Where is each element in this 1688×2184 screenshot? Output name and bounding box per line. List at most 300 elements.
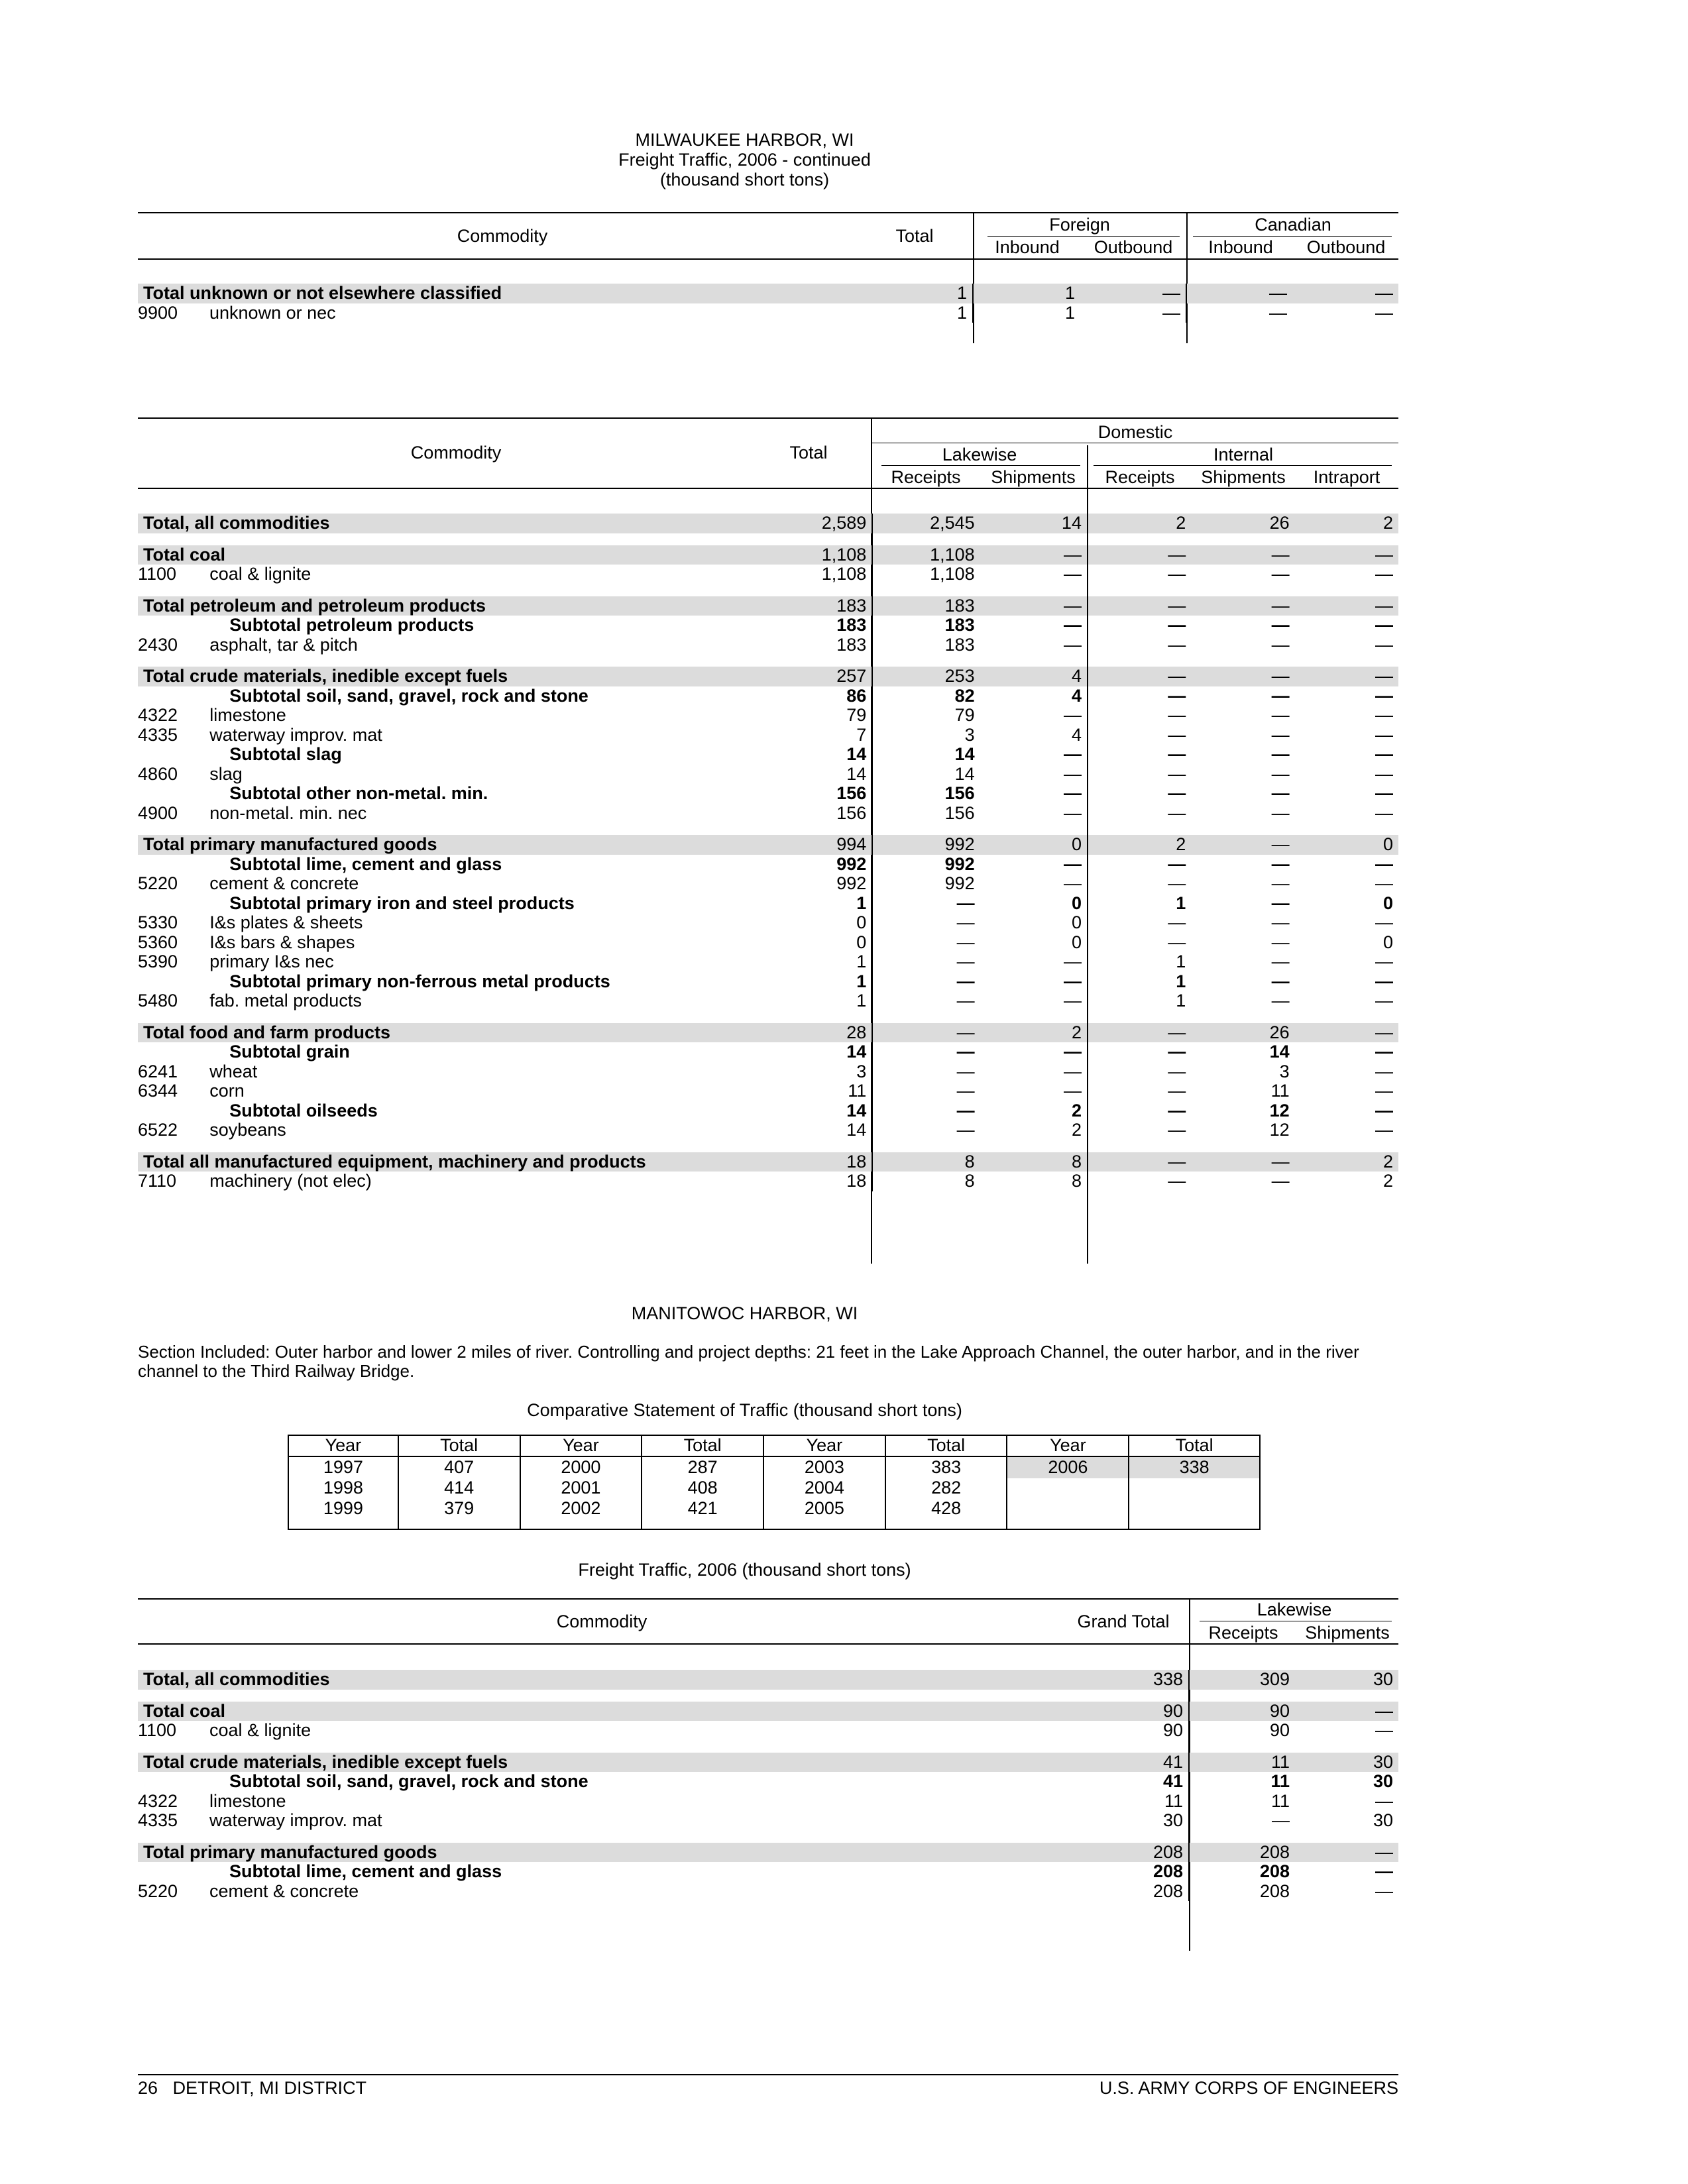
year-value: 1997 <box>323 1457 363 1477</box>
value-cell: — <box>1271 893 1290 913</box>
commodity-code <box>138 745 204 765</box>
value-cell: 253 <box>872 667 980 686</box>
value-cell: 2 <box>980 1023 1088 1043</box>
value-cell: 11 <box>769 1081 872 1101</box>
total-value: 338 <box>1179 1457 1210 1477</box>
value-cell: — <box>1295 545 1398 565</box>
value-cell: 183 <box>944 634 975 655</box>
total-value: 383 <box>931 1457 962 1477</box>
value-cell: 8 <box>980 1172 1088 1191</box>
value-cell: — <box>1375 952 1393 971</box>
value-cell: 0 <box>1382 893 1393 913</box>
value-cell: 183 <box>944 615 975 635</box>
value-cell: — <box>1375 1081 1393 1101</box>
value-cell: 90 <box>1083 1721 1189 1741</box>
commodity-label: Subtotal grain <box>229 1042 350 1062</box>
value-cell: 3 <box>1279 1061 1290 1081</box>
commodity-label: slag <box>209 763 243 784</box>
total-row <box>138 1670 1398 1690</box>
commodity-label: Total food and farm products <box>138 1023 769 1043</box>
year-value: 2003 <box>804 1457 844 1477</box>
commodity-code: 7110 <box>138 1171 177 1191</box>
commodity-code <box>138 784 204 804</box>
value-cell: — <box>1271 783 1290 803</box>
subtotal-row <box>138 784 1398 804</box>
value-cell: 309 <box>1189 1670 1295 1690</box>
value-cell: 14 <box>980 514 1088 533</box>
value-cell: — <box>1271 932 1290 952</box>
value-cell: — <box>1191 667 1294 686</box>
commodity-label: Subtotal other non-metal. min. <box>229 783 488 803</box>
table-row <box>138 1811 1398 1831</box>
value-cell: — <box>1269 302 1287 323</box>
commodity-label: Total, all commodities <box>138 1670 1083 1690</box>
value-cell: — <box>1191 835 1294 855</box>
total-value: 414 <box>444 1478 475 1498</box>
value-cell: 1 <box>769 991 872 1011</box>
total-value: 379 <box>444 1498 475 1518</box>
commodity-label: Subtotal petroleum products <box>229 615 475 635</box>
table-row <box>138 1172 1398 1191</box>
value-cell: 992 <box>944 873 975 893</box>
value-cell: 82 <box>954 685 975 706</box>
value-cell: 4 <box>980 686 1088 706</box>
commodity-label: Total primary manufactured goods <box>138 835 769 855</box>
value-cell: — <box>1271 763 1290 784</box>
commodity-code: 4335 <box>138 724 178 745</box>
value-cell: — <box>1168 1171 1186 1191</box>
value-cell: 1 <box>1176 991 1186 1010</box>
col-header-lakewise: Lakewise <box>942 445 1017 464</box>
value-cell: 11 <box>1270 1790 1290 1811</box>
table-row <box>138 1062 1398 1082</box>
foreign-underline <box>987 236 1180 237</box>
row-spacer <box>138 655 1398 667</box>
value-cell: — <box>980 952 1088 972</box>
commodity-label: Total all manufactured equipment, machinery and products <box>138 1152 769 1172</box>
value-cell: 1 <box>1176 971 1186 991</box>
value-cell: — <box>980 635 1088 655</box>
commodity-label: Subtotal soil, sand, gravel, rock and stone <box>229 685 589 706</box>
subtotal-row <box>138 745 1398 765</box>
col-divider <box>973 213 974 343</box>
commodity-code: 5220 <box>138 873 178 893</box>
value-cell: — <box>956 1061 975 1081</box>
value-cell: 90 <box>1269 1720 1290 1740</box>
comparative-table <box>288 1435 1261 1530</box>
comparative-header: Total <box>398 1435 520 1456</box>
value-cell: — <box>1168 912 1186 932</box>
col-header-domestic: Domestic <box>1097 422 1173 442</box>
value-cell: — <box>1271 912 1290 932</box>
value-cell: 26 <box>1191 514 1294 533</box>
commodity-code: 5330 <box>138 912 178 932</box>
value-cell: 11 <box>1270 1081 1290 1101</box>
subtotal-row <box>138 616 1398 635</box>
col-header-total: Total <box>895 226 934 246</box>
value-cell: — <box>980 991 1088 1011</box>
value-cell: 3 <box>964 724 975 745</box>
value-cell: 8 <box>872 1152 980 1172</box>
value-cell: 2 <box>1295 514 1398 533</box>
commodity-code <box>138 972 204 992</box>
table-row <box>138 913 1398 933</box>
comparative-header: Total <box>642 1435 763 1456</box>
value-cell: — <box>1191 545 1294 565</box>
value-cell: 79 <box>954 705 975 725</box>
total-row <box>138 514 1398 533</box>
value-cell: — <box>980 765 1088 785</box>
table-row <box>138 1120 1398 1140</box>
value-cell: 992 <box>944 853 975 874</box>
value-cell: — <box>1375 873 1393 893</box>
value-cell: 30 <box>1373 1810 1393 1830</box>
total-row <box>138 284 1398 303</box>
col-header-shipments: Shipments <box>1305 1623 1390 1643</box>
value-cell: — <box>1375 1061 1393 1081</box>
value-cell: 156 <box>944 783 975 803</box>
value-cell: — <box>1375 615 1393 635</box>
subtotal-row <box>138 1042 1398 1062</box>
value-cell: — <box>1375 1120 1393 1140</box>
value-cell: — <box>1295 1843 1398 1863</box>
footer-left <box>138 2078 366 2099</box>
commodity-code <box>138 616 204 635</box>
commodity-code: 1100 <box>138 1720 177 1740</box>
commodity-label: cement & concrete <box>209 1881 359 1901</box>
value-cell: 11 <box>1083 1792 1189 1812</box>
value-cell: — <box>872 1023 980 1043</box>
value-cell: 208 <box>1259 1861 1290 1881</box>
value-cell: 11 <box>1189 1753 1295 1773</box>
row-spacer <box>138 533 1398 545</box>
commodity-code: 5360 <box>138 932 178 952</box>
value-cell: — <box>980 596 1088 616</box>
commodity-code: 5390 <box>138 952 178 971</box>
commodity-code <box>138 1772 204 1792</box>
value-cell: — <box>1168 802 1186 823</box>
value-cell: — <box>1271 634 1290 655</box>
value-cell: 183 <box>769 616 872 635</box>
value-cell: 14 <box>1269 1042 1290 1062</box>
value-cell: — <box>1375 564 1393 584</box>
value-cell: — <box>1271 724 1290 745</box>
value-cell: — <box>1168 724 1186 745</box>
row-spacer <box>138 1140 1398 1152</box>
commodity-code: 5220 <box>138 1881 178 1901</box>
value-cell: — <box>1168 873 1186 893</box>
value-cell: — <box>980 1042 1088 1062</box>
commodity-code: 5480 <box>138 991 178 1010</box>
commodity-label: primary I&s nec <box>209 952 334 971</box>
value-cell: — <box>1272 1810 1290 1830</box>
commodity-label: cement & concrete <box>209 873 359 893</box>
value-cell: — <box>980 745 1088 765</box>
value-cell: 11 <box>1270 1771 1290 1791</box>
comparative-totals <box>642 1456 763 1529</box>
value-cell: — <box>1168 615 1186 635</box>
value-cell: — <box>1375 1861 1393 1881</box>
commodity-label: machinery (not elec) <box>209 1171 372 1191</box>
value-cell: — <box>1375 744 1393 764</box>
value-cell: — <box>1375 1100 1393 1120</box>
col-header-outbound-canadian: Outbound <box>1306 237 1386 257</box>
value-cell: — <box>1295 1023 1398 1043</box>
value-cell: — <box>956 1042 975 1062</box>
value-cell: 156 <box>769 804 872 824</box>
milwaukee-units: (thousand short tons) <box>659 170 830 190</box>
row-spacer <box>138 584 1398 596</box>
table-top-rule <box>138 417 1398 419</box>
value-cell: — <box>980 874 1088 894</box>
comparative-years <box>520 1456 642 1529</box>
total-row <box>138 1753 1398 1773</box>
value-cell: — <box>956 912 975 932</box>
header-bottom-rule <box>138 1643 1398 1645</box>
commodity-label: Total, all commodities <box>138 514 769 533</box>
value-cell: 208 <box>1189 1843 1295 1863</box>
manitowoc-title: MANITOWOC HARBOR, WI <box>631 1303 858 1323</box>
commodity-label: Total unknown or not elsewhere classified <box>138 284 867 303</box>
value-cell: 4 <box>980 726 1088 745</box>
value-cell: 0 <box>980 933 1088 953</box>
canadian-underline <box>1193 236 1392 237</box>
value-cell: — <box>956 971 975 991</box>
value-cell: 1 <box>1176 952 1186 971</box>
col-header-receipts-internal: Receipts <box>1105 467 1175 487</box>
value-cell: 992 <box>872 835 980 855</box>
value-cell: — <box>1271 615 1290 635</box>
value-cell: — <box>1295 1702 1398 1721</box>
value-cell: — <box>956 1120 975 1140</box>
value-cell: 1 <box>769 952 872 972</box>
value-cell: 208 <box>1083 1882 1189 1902</box>
value-cell: 0 <box>980 913 1088 933</box>
value-cell: 30 <box>1083 1811 1189 1831</box>
value-cell: — <box>956 952 975 971</box>
value-cell: — <box>1168 705 1186 725</box>
value-cell: — <box>1168 1081 1186 1101</box>
table-row <box>138 1882 1398 1902</box>
commodity-code: 4322 <box>138 705 178 725</box>
col-header-commodity: Commodity <box>457 226 548 246</box>
commodity-label: Subtotal soil, sand, gravel, rock and stone <box>229 1771 589 1791</box>
row-spacer <box>138 1690 1398 1702</box>
value-cell: — <box>1375 971 1393 991</box>
milwaukee-title: MILWAUKEE HARBOR, WI <box>635 130 854 150</box>
value-cell: — <box>1375 724 1393 745</box>
value-cell: — <box>1168 932 1186 952</box>
value-cell: 86 <box>769 686 872 706</box>
value-cell: — <box>1168 744 1186 764</box>
value-cell: 30 <box>1295 1753 1398 1773</box>
value-cell: — <box>956 1081 975 1101</box>
value-cell: 183 <box>769 635 872 655</box>
value-cell: — <box>980 972 1088 992</box>
total-value: 282 <box>931 1478 962 1498</box>
year-value: 2002 <box>561 1498 601 1518</box>
commodity-code: 4335 <box>138 1810 178 1830</box>
total-value: 407 <box>444 1457 475 1477</box>
total-row <box>138 1702 1398 1721</box>
comparative-years <box>763 1456 885 1529</box>
commodity-label: fab. metal products <box>209 991 362 1010</box>
commodity-code: 2430 <box>138 634 178 655</box>
value-cell: — <box>1375 1881 1393 1901</box>
commodity-label: waterway improv. mat <box>209 724 382 745</box>
value-cell: 1 <box>1064 302 1075 323</box>
value-cell: — <box>1088 1023 1191 1043</box>
commodity-label: coal & lignite <box>209 1720 311 1740</box>
value-cell: 0 <box>1295 835 1398 855</box>
col-header-internal: Internal <box>1213 445 1274 464</box>
value-cell: — <box>1375 705 1393 725</box>
value-cell: 0 <box>769 933 872 953</box>
domestic-table-body <box>138 514 1398 1191</box>
value-cell: — <box>1375 1790 1393 1811</box>
comparative-header: Year <box>763 1435 885 1456</box>
value-cell: 1 <box>867 303 973 323</box>
value-cell: — <box>1292 284 1398 303</box>
value-cell: 30 <box>1373 1771 1393 1791</box>
table-row <box>138 706 1398 726</box>
year-value: 2001 <box>561 1478 601 1498</box>
year-value: 1998 <box>323 1478 363 1498</box>
total-row <box>138 835 1398 855</box>
value-cell: 0 <box>769 913 872 933</box>
total-value: 287 <box>687 1457 718 1477</box>
value-cell: — <box>1271 744 1290 764</box>
header-bottom-rule <box>138 488 1398 489</box>
milwaukee-subtitle: Freight Traffic, 2006 - continued <box>618 150 871 170</box>
value-cell: 90 <box>1189 1702 1295 1721</box>
manitowoc-table-body <box>138 1670 1398 1901</box>
value-cell: — <box>1271 802 1290 823</box>
value-cell: — <box>1271 952 1290 971</box>
total-row <box>138 1843 1398 1863</box>
table-row <box>138 726 1398 745</box>
value-cell: — <box>1375 912 1393 932</box>
table-row <box>138 991 1398 1011</box>
value-cell: — <box>1295 667 1398 686</box>
commodity-label: asphalt, tar & pitch <box>209 634 358 655</box>
value-cell: 1,108 <box>930 564 975 584</box>
commodity-code: 6241 <box>138 1061 178 1081</box>
subtotal-row <box>138 894 1398 914</box>
value-cell: 183 <box>872 596 980 616</box>
value-cell: — <box>1375 783 1393 803</box>
table-row <box>138 765 1398 785</box>
value-cell: — <box>1375 634 1393 655</box>
value-cell: 12 <box>1269 1100 1290 1120</box>
commodity-code: 4900 <box>138 802 178 823</box>
value-cell: — <box>980 804 1088 824</box>
value-cell: — <box>980 706 1088 726</box>
commodity-label: coal & lignite <box>209 564 311 584</box>
commodity-label: Subtotal oilseeds <box>229 1100 378 1120</box>
freight-title: Freight Traffic, 2006 (thousand short tons) <box>578 1560 911 1580</box>
value-cell: — <box>1168 1042 1186 1062</box>
value-cell: — <box>1088 1152 1191 1172</box>
value-cell: 0 <box>980 894 1088 914</box>
subtotal-row <box>138 686 1398 706</box>
table-row <box>138 874 1398 894</box>
value-cell: 1,108 <box>769 545 872 565</box>
commodity-label: limestone <box>209 705 286 725</box>
value-cell: 26 <box>1191 1023 1294 1043</box>
commodity-code <box>138 686 204 706</box>
col-header-grand-total: Grand Total <box>1077 1611 1170 1631</box>
value-cell: — <box>980 855 1088 875</box>
value-cell: — <box>1168 763 1186 784</box>
value-cell: 994 <box>769 835 872 855</box>
value-cell: 0 <box>1382 932 1393 952</box>
value-cell: — <box>1375 853 1393 874</box>
commodity-label: I&s plates & sheets <box>209 912 363 932</box>
value-cell: — <box>1375 685 1393 706</box>
value-cell: — <box>980 565 1088 584</box>
value-cell: 14 <box>769 1101 872 1121</box>
total-value: 408 <box>687 1478 718 1498</box>
value-cell: — <box>1295 596 1398 616</box>
row-spacer <box>138 1831 1398 1843</box>
value-cell: — <box>1271 564 1290 584</box>
value-cell: 28 <box>769 1023 872 1043</box>
commodity-label: wheat <box>209 1061 258 1081</box>
year-value: 2005 <box>804 1498 844 1518</box>
value-cell: 14 <box>769 1042 872 1062</box>
commodity-code: 9900 <box>138 302 178 323</box>
value-cell: — <box>1168 853 1186 874</box>
row-spacer <box>138 1011 1398 1023</box>
value-cell: — <box>1375 802 1393 823</box>
value-cell: 1,108 <box>769 565 872 584</box>
value-cell: — <box>956 932 975 952</box>
value-cell: 0 <box>980 835 1088 855</box>
commodity-code: 4322 <box>138 1790 178 1811</box>
col-header-canadian: Canadian <box>1255 215 1331 235</box>
value-cell: 338 <box>1083 1670 1189 1690</box>
value-cell: — <box>1271 1171 1290 1191</box>
col-header-receipts: Receipts <box>891 467 961 487</box>
value-cell: — <box>1271 873 1290 893</box>
comparative-header: Year <box>520 1435 642 1456</box>
table-row <box>138 1081 1398 1101</box>
value-cell: 14 <box>769 765 872 785</box>
commodity-label: Total petroleum and petroleum products <box>138 596 769 616</box>
value-cell: 208 <box>1083 1862 1189 1882</box>
value-cell: 90 <box>1083 1702 1189 1721</box>
col-header-commodity: Commodity <box>556 1611 647 1631</box>
commodity-label: unknown or nec <box>209 302 336 323</box>
value-cell: — <box>980 1081 1088 1101</box>
col-header-shipments-internal: Shipments <box>1201 467 1286 487</box>
value-cell: — <box>1375 763 1393 784</box>
table-row <box>138 635 1398 655</box>
value-cell: 14 <box>769 1120 872 1140</box>
value-cell: 8 <box>980 1152 1088 1172</box>
commodity-label: Subtotal slag <box>229 744 342 764</box>
value-cell: 1 <box>769 972 872 992</box>
value-cell: 208 <box>1259 1881 1290 1901</box>
row-spacer <box>138 1741 1398 1753</box>
comparative-header: Year <box>1007 1435 1129 1456</box>
value-cell: 1 <box>973 284 1080 303</box>
total-value: 428 <box>931 1498 962 1518</box>
value-cell: 2,589 <box>769 514 872 533</box>
value-cell: — <box>1375 1042 1393 1062</box>
row-spacer <box>138 823 1398 835</box>
